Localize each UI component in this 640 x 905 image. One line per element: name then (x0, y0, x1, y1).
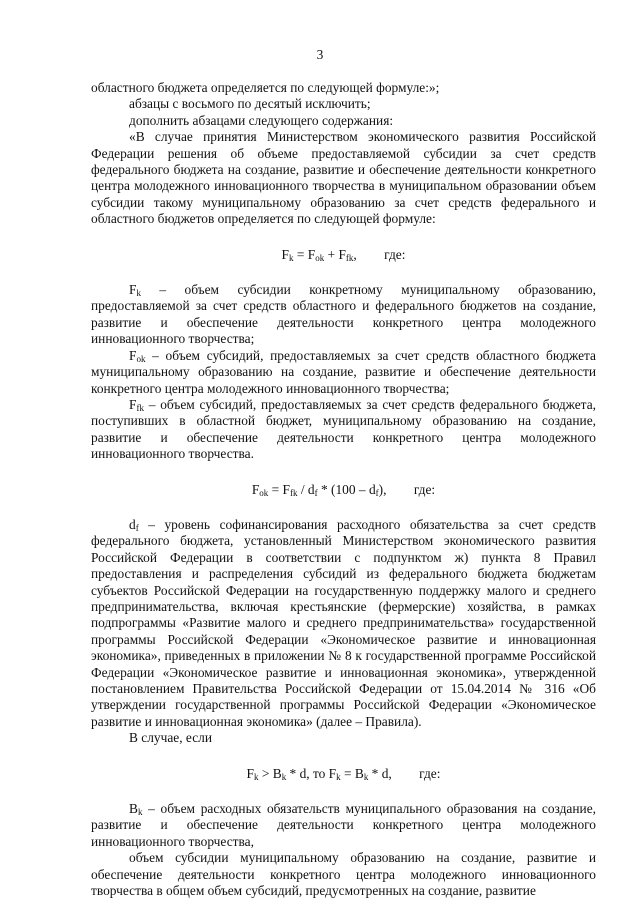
formula-2-where: где: (413, 481, 436, 497)
paragraph-if: В случае, если (129, 730, 212, 746)
paragraph-3: дополнить абзацами следующего содержания: (129, 112, 394, 128)
document-body (91, 80, 596, 899)
paragraph-df-def: $d_f$ – уровень софинансирования расходного обязательства за счет средств федерального бюджета, установленный Министерством экономического развития Российской Федерации в соответствии с подпунктом ж) пункта 8 Правил предоставления и распределения субсидий из федерального бюджета бюджетам субъектов Российской Федерации на государственную поддержку малого и среднего предпринимательства, включая крестьянские (фермерские) хозяйства, в рамках подпрограммы «Развитие малого и среднего предпринимательства» государственной программы Российской Федерации «Экономическое развитие и инновационная экономика», приведенных в приложении № 8 к государственной программе Российской Федерации «Экономическое развитие и инновационная экономика», утвержденной постановлением Правительства Российской Федерации от 15.04.2014 № 316 «Об утверждении государственной программы Российской Федерации «Экономическое развитие и инновационная экономика» (далее – Правила). (91, 516, 596, 729)
formula-2: $F_{ok} = F_{fk} / d_f * (100 - d_f)$, где: (251, 481, 436, 498)
paragraph-bk-def: $B_k$ – объем расходных обязательств муниципального образования на создание, развитие и обеспечение деятельности конкретного центра молодежного инновационного творчества, (91, 801, 596, 849)
paragraph-fok-def: $F_{ok}$ – объем субсидий, предоставляемых за счет средств областного бюджета муниципальному образованию на создание, развитие и обеспечение деятельности конкретного центра молодежного инновационного творчества; (91, 347, 596, 396)
formula-3-where: где: (419, 765, 441, 781)
paragraph-4: «В случае принятия Министерством экономического развития Российской Федерации решения об объеме предоставляемой субсидии за счет средств федерального бюджета на создание, развитие и обеспечение деятельности конкретного центра молодежного инновационного творчества в муниципальном образовании объем субсидии такому муниципальному образованию за счет средств федерального и областного бюджетов определяется по следующей формуле: (91, 129, 596, 227)
page-number: 3 (316, 47, 324, 62)
paragraph-last: объем субсидии муниципальному образованию на создание, развитие и обеспечение деятельности конкретного центра молодежного инновационного творчества в общем объем субсидий, предусмотренных на создание, развитие (91, 850, 596, 899)
paragraph-ffk-def: $F_{fk}$ – объем субсидий, предоставляемых за счет средств федерального бюджета, поступивших в областной бюджет, муниципальному образованию на создание, развитие и обеспечение деятельности конкретного центра молодежного инновационного творчества. (91, 396, 596, 462)
formula-3: $F_k > B_k * d$, то $F_k = B_k * d$, где: (246, 765, 441, 782)
paragraph-fk-def: $F_k$ – объем субсидии конкретному муниципальному образованию, предоставляемой за счет средств областного и федерального бюджетов на создание, развитие и обеспечение деятельности конкретного центра молодежного инновационного творчества; (91, 282, 596, 347)
paragraph-1: областного бюджета определяется по следующей формуле:»; (91, 80, 440, 95)
paragraph-2: абзацы с восьмого по десятый исключить; (129, 96, 371, 112)
formula-1-where: где: (384, 246, 406, 262)
formula-1: $F_k = F_{ok} + F_{fk}$, где: (281, 246, 406, 263)
